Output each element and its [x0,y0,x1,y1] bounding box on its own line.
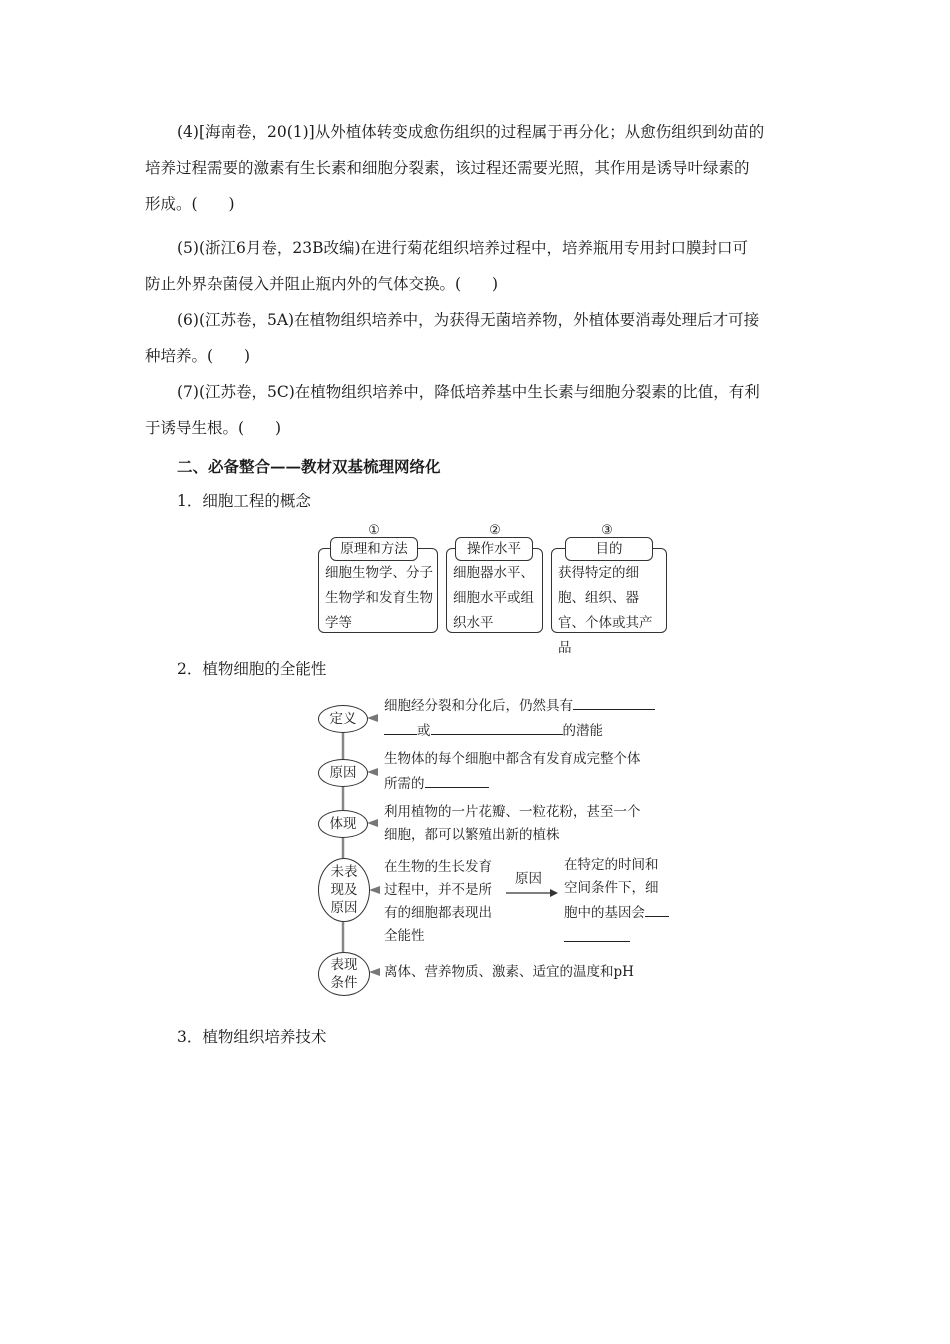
paragraph-line: 形成。( ) [145,195,235,213]
not-manifest-left-line1: 在生物的生长发育 [384,859,492,875]
concept-number-2: ② [489,523,501,538]
not-manifest-label-2: 现及 [330,882,358,898]
node-not-manifest [318,858,370,922]
definition-text [384,693,655,743]
conditions-text: 离体、营养物质、激素、适宜的温度和pH [384,964,634,980]
definition-blank-3 [431,718,563,735]
not-manifest-label-1: 未表 [330,864,358,880]
not-manifest-right-line2: 空间条件下，细 [564,880,659,896]
node-conditions [318,952,370,996]
paragraph-line: 种培养。( ) [145,347,251,365]
manifest-text [384,801,641,847]
gene-blank-2 [564,925,630,942]
not-manifest-left-line3: 有的细胞都表现出 [384,905,492,921]
concept-tag-purpose: 目的 [565,537,653,561]
definition-mid: 或 [417,723,431,739]
section-title: 二、必备整合——教材双基梳理网络化 [177,457,441,476]
paragraph-line: (7)(江苏卷，5C)在植物组织培养中，降低培养基中生长素与细胞分裂素的比值，有利 [177,383,760,401]
reason-line1: 生物体的每个细胞中都含有发育成完整个体 [384,751,641,767]
not-manifest-right-text [564,854,669,950]
not-manifest-right-line1: 在特定的时间和 [564,857,659,873]
gene-blank-1 [645,900,669,917]
arrow-label-reason: 原因 [515,871,542,887]
reason-blank [425,771,489,788]
reason-line2: 所需的 [384,776,425,792]
not-manifest-left-line4: 全能性 [384,928,425,944]
paragraph-line: 于诱导生根。( ) [145,419,282,437]
not-manifest-right-line3: 胞中的基因会 [564,905,645,921]
paragraph-line: 防止外界杂菌侵入并阻止瓶内外的气体交换。( ) [145,275,499,293]
concept-tag-principle: 原理和方法 [330,537,418,561]
node-manifest: 体现 [318,810,368,838]
paragraph-line: (5)(浙江6月卷，23B改编)在进行菊花组织培养过程中，培养瓶用专用封口膜封口可 [177,239,749,257]
manifest-line2: 细胞，都可以繁殖出新的植株 [384,827,560,843]
node-reason: 原因 [318,759,368,787]
node-definition: 定义 [318,705,368,733]
concept-box-level-text: 细胞器水平、细胞水平或组织水平 [453,565,534,631]
paragraph-line: (4)[海南卷，20(1)]从外植体转变成愈伤组织的过程属于再分化；从愈伤组织到幼苗的 [177,123,765,141]
paragraph-line: (6)(江苏卷，5A)在植物组织培养中，为获得无菌培养物，外植体要消毒处理后才可接 [177,311,760,329]
definition-blank-1 [573,693,655,710]
definition-line1: 细胞经分裂和分化后，仍然具有 [384,698,573,714]
subsection-2-title: 2．植物细胞的全能性 [177,660,327,678]
subsection-3-title: 3．植物组织培养技术 [177,1028,327,1046]
not-manifest-left-text [384,856,492,948]
concept-box-purpose-text: 获得特定的细胞、组织、器官、个体或其产品 [558,565,653,656]
concept-number-1: ① [368,523,380,538]
manifest-line1: 利用植物的一片花瓣、一粒花粉，甚至一个 [384,804,641,820]
concept-number-3: ③ [601,523,613,538]
paragraph-line: 培养过程需要的激素有生长素和细胞分裂素，该过程还需要光照，其作用是诱导叶绿素的 [145,159,750,177]
definition-blank-2 [384,718,417,735]
concept-box-principle-text: 细胞生物学、分子生物学和发育生物学等 [325,565,433,631]
not-manifest-label-3: 原因 [330,900,358,916]
concept-tag-level: 操作水平 [455,537,533,561]
subsection-1-title: 1．细胞工程的概念 [177,492,311,510]
not-manifest-left-line2: 过程中，并不是所 [384,882,492,898]
conditions-label-1: 表现 [330,957,358,973]
conditions-label-2: 条件 [330,975,358,991]
definition-end: 的潜能 [562,723,603,739]
reason-text [384,748,641,796]
